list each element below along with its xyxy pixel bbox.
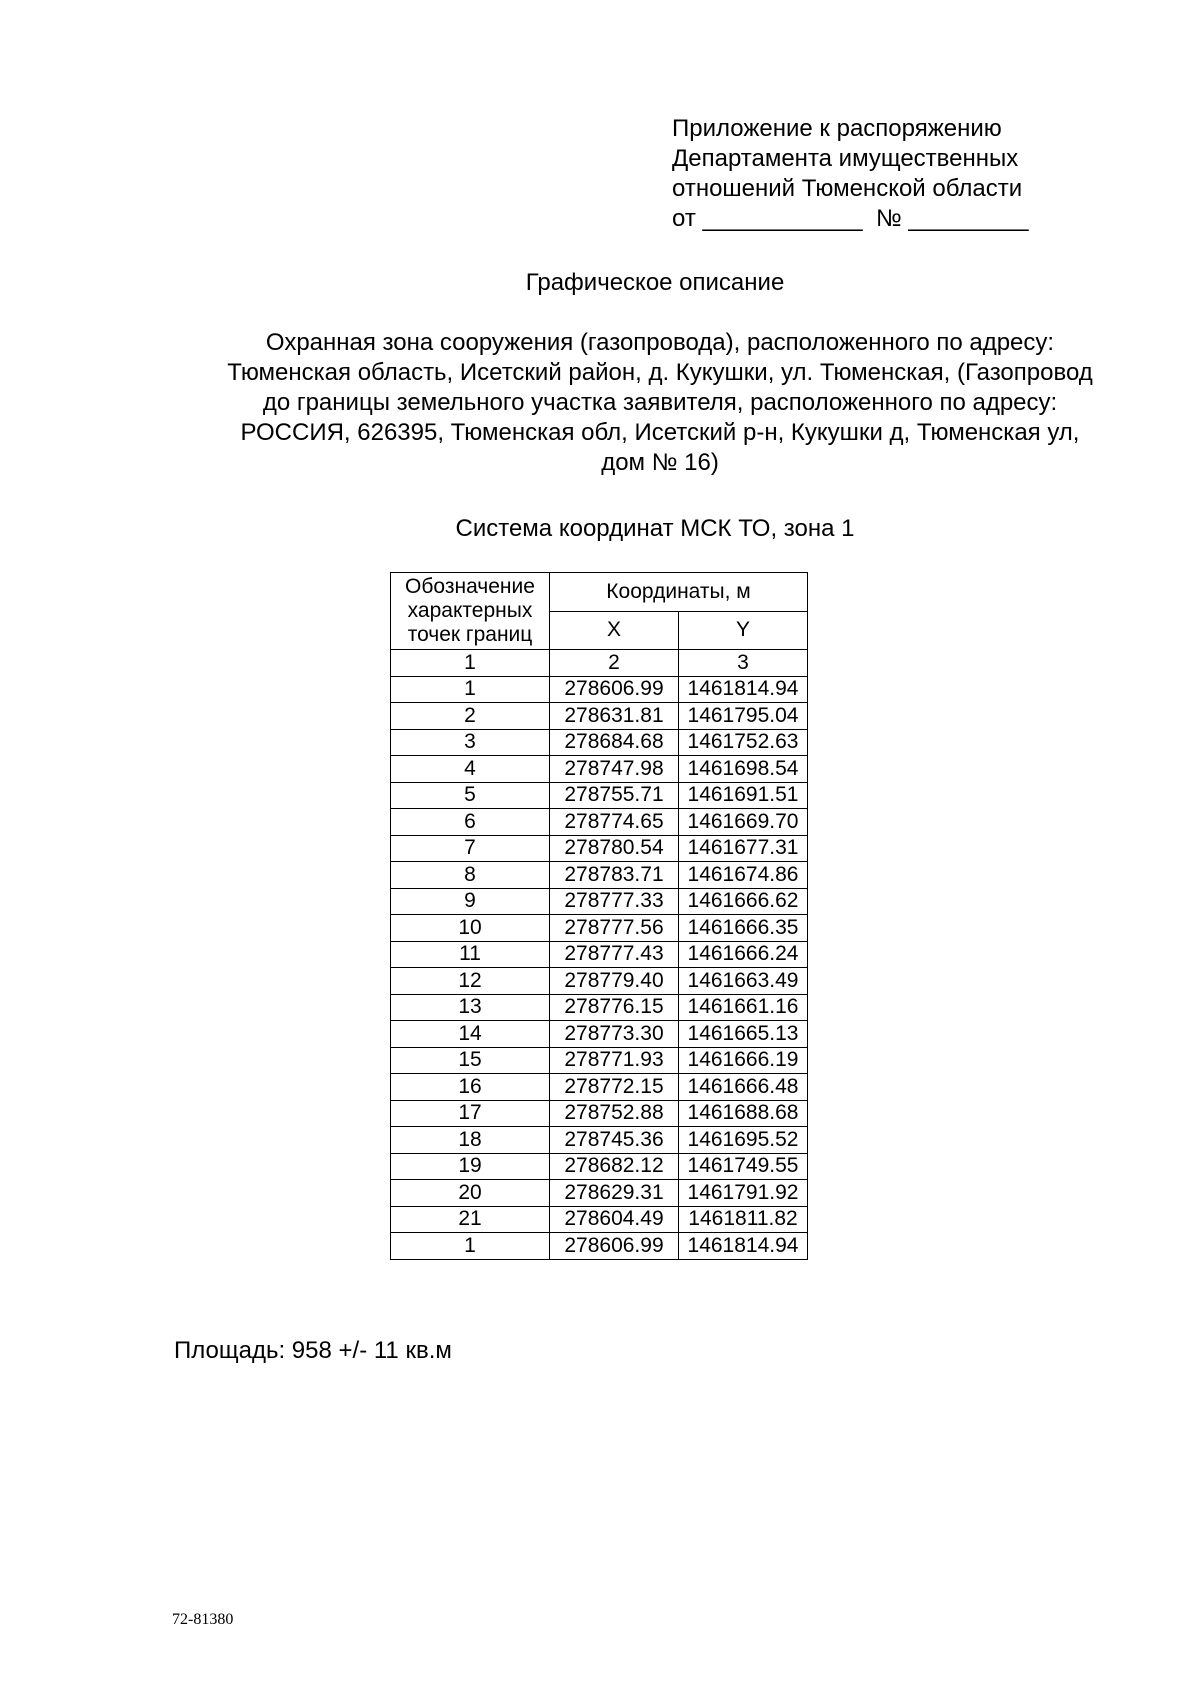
x-coordinate-cell: 278777.33	[550, 888, 679, 915]
table-row	[391, 1233, 808, 1260]
table-row	[391, 888, 808, 915]
x-coordinate-cell: 278776.15	[550, 994, 679, 1021]
area-label: Площадь: 958 +/- 11 кв.м	[174, 1337, 452, 1364]
x-coordinate-cell: 278777.43	[550, 941, 679, 968]
y-coordinate-cell: 1461663.49	[679, 968, 808, 995]
y-coordinate-cell: 1461811.82	[679, 1206, 808, 1233]
y-coordinate-cell: 1461669.70	[679, 809, 808, 836]
x-coordinate-cell: 278772.15	[550, 1074, 679, 1101]
column-number: 1	[391, 650, 550, 677]
x-coordinate-cell: 278631.81	[550, 703, 679, 730]
description-line: Тюменская область, Исетский район, д. Кукушки, ул. Тюменская, (Газопровод	[227, 359, 1093, 386]
x-coordinate-cell: 278771.93	[550, 1047, 679, 1074]
table-row	[391, 809, 808, 836]
appendix-block	[672, 114, 1029, 234]
point-number-cell: 11	[391, 941, 550, 968]
x-coordinate-cell: 278773.30	[550, 1021, 679, 1048]
y-coordinate-cell: 1461795.04	[679, 703, 808, 730]
table-row	[391, 968, 808, 995]
y-coordinate-cell: 1461666.62	[679, 888, 808, 915]
table-row	[391, 756, 808, 783]
x-coordinate-cell: 278606.99	[550, 1233, 679, 1260]
x-coordinate-cell: 278752.88	[550, 1100, 679, 1127]
table-row	[391, 703, 808, 730]
header-x: X	[550, 611, 679, 650]
y-coordinate-cell: 1461695.52	[679, 1127, 808, 1154]
description-line: РОССИЯ, 626395, Тюменская обл, Исетский р-н, Кукушки д, Тюменская ул,	[240, 419, 1080, 446]
table-row	[391, 862, 808, 889]
point-number-cell: 5	[391, 782, 550, 809]
column-number: 3	[679, 650, 808, 677]
x-coordinate-cell: 278684.68	[550, 729, 679, 756]
y-coordinate-cell: 1461688.68	[679, 1100, 808, 1127]
table-row	[391, 1127, 808, 1154]
x-coordinate-cell: 278604.49	[550, 1206, 679, 1233]
table-row	[391, 1021, 808, 1048]
table-row	[391, 1047, 808, 1074]
y-coordinate-cell: 1461665.13	[679, 1021, 808, 1048]
point-number-cell: 1	[391, 1233, 550, 1260]
description-line: до границы земельного участка заявителя, расположенного по адресу:	[262, 389, 1058, 416]
y-coordinate-cell: 1461677.31	[679, 835, 808, 862]
point-number-cell: 1	[391, 676, 550, 703]
coordinates-table-body	[391, 676, 808, 1259]
table-row	[391, 729, 808, 756]
table-row	[391, 915, 808, 942]
header-coordinates: Координаты, м	[550, 573, 808, 612]
x-coordinate-cell: 278779.40	[550, 968, 679, 995]
table-row	[391, 941, 808, 968]
header-point-designation: Обозначение характерных точек границ	[391, 573, 550, 650]
y-coordinate-cell: 1461791.92	[679, 1180, 808, 1207]
point-number-cell: 19	[391, 1153, 550, 1180]
y-coordinate-cell: 1461661.16	[679, 994, 808, 1021]
x-coordinate-cell: 278755.71	[550, 782, 679, 809]
header-y: Y	[679, 611, 808, 650]
point-number-cell: 17	[391, 1100, 550, 1127]
point-number-cell: 18	[391, 1127, 550, 1154]
appendix-date-number-line: от ____________ № _________	[672, 205, 1029, 232]
point-number-cell: 15	[391, 1047, 550, 1074]
y-coordinate-cell: 1461814.94	[679, 1233, 808, 1260]
object-description	[180, 328, 1140, 478]
appendix-line: Департамента имущественных	[672, 145, 1019, 172]
table-row	[391, 782, 808, 809]
table-row	[391, 676, 808, 703]
y-coordinate-cell: 1461749.55	[679, 1153, 808, 1180]
y-coordinate-cell: 1461666.24	[679, 941, 808, 968]
column-number: 2	[550, 650, 679, 677]
x-coordinate-cell: 278682.12	[550, 1153, 679, 1180]
point-number-cell: 4	[391, 756, 550, 783]
y-coordinate-cell: 1461752.63	[679, 729, 808, 756]
y-coordinate-cell: 1461814.94	[679, 676, 808, 703]
table-row	[391, 1100, 808, 1127]
table-row	[391, 835, 808, 862]
table-row	[391, 994, 808, 1021]
x-coordinate-cell: 278777.56	[550, 915, 679, 942]
appendix-line: Приложение к распоряжению	[672, 115, 1002, 142]
coordinate-system-label: Система координат МСК ТО, зона 1	[455, 515, 855, 542]
x-coordinate-cell: 278745.36	[550, 1127, 679, 1154]
x-coordinate-cell: 278629.31	[550, 1180, 679, 1207]
point-number-cell: 21	[391, 1206, 550, 1233]
point-number-cell: 13	[391, 994, 550, 1021]
table-row	[391, 1180, 808, 1207]
x-coordinate-cell: 278774.65	[550, 809, 679, 836]
document-title: Графическое описание	[525, 269, 785, 296]
point-number-cell: 9	[391, 888, 550, 915]
point-number-cell: 14	[391, 1021, 550, 1048]
point-number-cell: 16	[391, 1074, 550, 1101]
x-coordinate-cell: 278747.98	[550, 756, 679, 783]
table-row	[391, 1153, 808, 1180]
x-coordinate-cell: 278606.99	[550, 676, 679, 703]
y-coordinate-cell: 1461698.54	[679, 756, 808, 783]
y-coordinate-cell: 1461666.35	[679, 915, 808, 942]
x-coordinate-cell: 278780.54	[550, 835, 679, 862]
table-row	[391, 1206, 808, 1233]
point-number-cell: 7	[391, 835, 550, 862]
point-number-cell: 8	[391, 862, 550, 889]
description-line: Охранная зона сооружения (газопровода), расположенного по адресу:	[265, 329, 1055, 356]
y-coordinate-cell: 1461666.19	[679, 1047, 808, 1074]
y-coordinate-cell: 1461666.48	[679, 1074, 808, 1101]
coordinates-table	[390, 572, 808, 1260]
y-coordinate-cell: 1461691.51	[679, 782, 808, 809]
point-number-cell: 10	[391, 915, 550, 942]
point-number-cell: 3	[391, 729, 550, 756]
point-number-cell: 12	[391, 968, 550, 995]
appendix-line: отношений Тюменской области	[672, 175, 1023, 202]
point-number-cell: 6	[391, 809, 550, 836]
document-number: 72-81380	[172, 1611, 234, 1628]
point-number-cell: 20	[391, 1180, 550, 1207]
table-row	[391, 1074, 808, 1101]
description-line: дом № 16)	[601, 449, 719, 476]
x-coordinate-cell: 278783.71	[550, 862, 679, 889]
y-coordinate-cell: 1461674.86	[679, 862, 808, 889]
point-number-cell: 2	[391, 703, 550, 730]
